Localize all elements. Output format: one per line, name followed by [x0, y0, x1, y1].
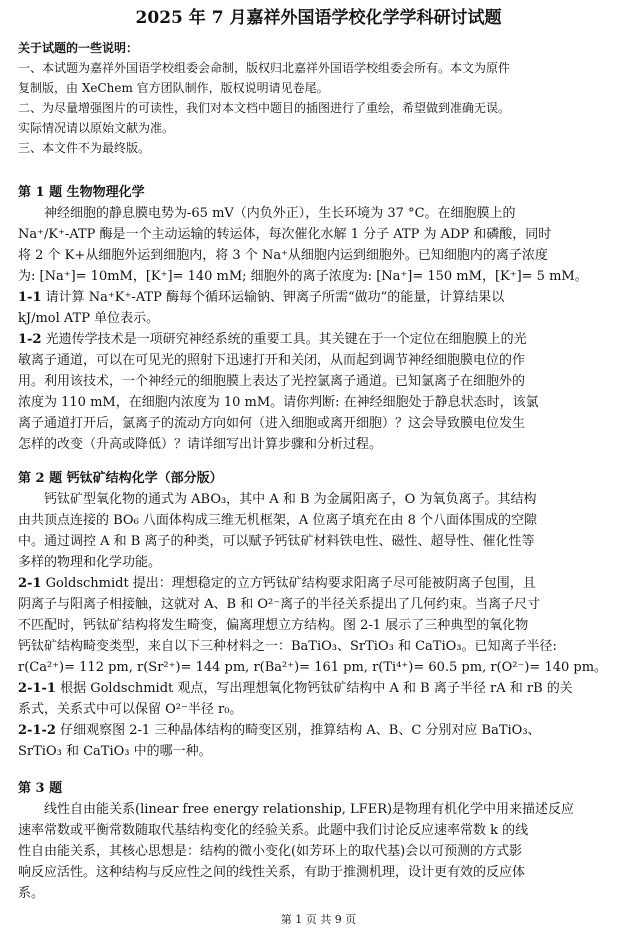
- question-label: 1-1: [18, 290, 42, 305]
- text-line: 阴离子与阳离子相接触，这就对 A、B 和 O²⁻离子的半径关系提出了几何约束。当离子尺寸: [18, 597, 541, 612]
- note-line: 复制版，由 XeChem 官方团队制作，版权说明请见卷尾。: [18, 81, 329, 95]
- question-label: 1-2: [18, 332, 42, 347]
- page-footer: 第 1 页 共 9 页: [280, 913, 357, 926]
- text-line: kJ/mol ATP 单位表示。: [18, 311, 160, 326]
- question-text: 仔细观察图 2-1 三种晶体结构的畸变区别，推算结构 A、B、C 分别对应 BaTiO₃、: [55, 723, 541, 738]
- question-1-heading: 第 1 题 生物物理化学: [18, 185, 145, 200]
- question-1-section: [18, 182, 618, 455]
- text-line: 将 2 个 K+从细胞外运到细胞内，将 3 个 Na⁺从细胞内运到细胞外。已知细胞内的离子浓度: [18, 248, 548, 263]
- text-line: [18, 678, 618, 699]
- text-line: 神经细胞的静息膜电势为-65 mV（内负外正），生长环境为 37 °C。在细胞膜上的: [44, 206, 516, 221]
- note-line: 二、为尽量增强图片的可读性，我们对本文档中题目的插图进行了重绘，希望做到准确无误。: [18, 101, 511, 115]
- text-line: 浓度为 110 mM，在细胞内浓度为 10 mM。请你判断: 在神经细胞处于静息状态时，该氯: [18, 395, 539, 410]
- notes-section: [18, 38, 618, 158]
- text-line: 敏离子通道，可以在可见光的照射下迅速打开和关闭，从而起到调节神经细胞膜电位的作: [18, 353, 526, 368]
- question-3-heading: 第 3 题: [18, 781, 63, 796]
- text-line: 系。: [18, 886, 45, 901]
- text-line: 钙钛矿型氧化物的通式为 ABO₃，其中 A 和 B 为金属阳离子，O 为氧负离子。其结构: [44, 492, 537, 507]
- question-text: Goldschmidt 提出：理想稳定的立方钙钛矿结构要求阳离子尽可能被阴离子包围，且: [41, 576, 536, 591]
- text-line: 性自由能关系，其核心思想是：结构的微小变化(如芳环上的取代基)会以可预测的方式影: [18, 844, 523, 859]
- text-line: 离子通道打开后，氯离子的流动方向如何（进入细胞或离开细胞）？这会导致膜电位发生: [18, 416, 526, 431]
- question-text: 请计算 Na⁺K⁺-ATP 酶每个循环运输钠、钾离子所需“做功”的能量，计算结果以: [41, 290, 505, 305]
- question-2-1: [18, 573, 618, 678]
- question-3-section: [18, 778, 618, 904]
- question-3-intro: [18, 799, 618, 904]
- text-line: r(Ca²⁺)= 112 pm, r(Sr²⁺)= 144 pm, r(Ba²⁺)= 161 pm, r(Ti⁴⁺)= 60.5 pm, r(O²⁻)= 140 pm。: [18, 660, 608, 675]
- question-label: 2-1: [18, 576, 42, 591]
- text-line: Na⁺/K⁺-ATP 酶是一个主动运输的转运体，每次催化水解 1 分子 ATP 为 ADP 和磷酸，同时: [18, 227, 552, 242]
- text-line: 速率常数或平衡常数随取代基结构变化的经验关系。此题中我们讨论反应速率常数 k 的线: [18, 823, 529, 838]
- text-line: 用。利用该技术，一个神经元的细胞膜上表达了光控氯离子通道。已知氯离子在细胞外的: [18, 374, 526, 389]
- text-line: 系式，关系式中可以保留 O²⁻半径 r₀。: [18, 702, 243, 717]
- text-line: 多样的物理和化学功能。: [18, 555, 162, 570]
- question-text: 光遗传学技术是一项研究神经系统的重要工具。其关键在于一个定位在细胞膜上的光: [41, 332, 527, 347]
- text-line: 中。通过调控 A 和 B 离子的种类，可以赋予钙钛矿材料铁电性、磁性、超导性、催化性等: [18, 534, 535, 549]
- note-line: 三、本文件不为最终版。: [18, 141, 151, 155]
- notes-heading: 关于试题的一些说明：: [18, 41, 139, 55]
- question-text: 根据 Goldschmidt 观点，写出理想氧化物钙钛矿结构中 A 和 B 离子半径 rA 和 rB 的关: [55, 681, 573, 696]
- text-line: 线性自由能关系(linear free energy relationship, LFER)是物理有机化学中用来描述反应: [44, 802, 575, 817]
- question-2-1-2: [18, 720, 618, 762]
- question-label: 2-1-1: [18, 681, 56, 696]
- question-2-intro: [18, 489, 618, 573]
- note-line: 实际情况请以原始文献为准。: [18, 121, 175, 135]
- note-line: 一、本试题为嘉祥外国语学校组委会命制，版权归北嘉祥外国语学校组委会所有。本文为原件: [18, 61, 511, 75]
- text-line: [18, 573, 618, 594]
- document-title: 2025 年 7 月嘉祥外国语学校化学学科研讨试题: [135, 8, 502, 28]
- text-line: SrTiO₃ 和 CaTiO₃ 中的哪一种。: [18, 744, 212, 759]
- question-2-section: [18, 468, 618, 762]
- text-line: [18, 329, 618, 350]
- text-line: 怎样的改变（升高或降低）？请详细写出计算步骤和分析过程。: [18, 437, 383, 452]
- text-line: 不匹配时，钙钛矿结构将发生畸变，偏离理想立方结构。图 2-1 展示了三种典型的氧化物: [18, 618, 529, 633]
- text-line: 钙钛矿结构畸变类型，来自以下三种材料之一：BaTiO₃、SrTiO₃ 和 CaTiO₃。已知离子半径:: [18, 639, 557, 654]
- text-line: 为: [Na⁺]= 10mM，[K⁺]= 140 mM; 细胞外的离子浓度为: [Na⁺]= 150 mM，[K⁺]= 5 mM。: [18, 269, 588, 284]
- text-line: [18, 720, 618, 741]
- question-2-heading: 第 2 题 钙钛矿结构化学（部分版）: [18, 471, 223, 486]
- text-line: 响反应活性。这种结构与反应性之间的线性关系，有助于推测机理，设计更有效的反应体: [18, 865, 526, 880]
- question-1-2: [18, 329, 618, 455]
- question-label: 2-1-2: [18, 723, 56, 738]
- question-1-intro: [18, 203, 618, 287]
- question-2-1-1: [18, 678, 618, 720]
- text-line: 由共顶点连接的 BO₆ 八面体构成三维无机框架，A 位离子填充在由 8 个八面体围成的空隙: [18, 513, 537, 528]
- question-1-1: [18, 287, 618, 329]
- text-line: [18, 287, 618, 308]
